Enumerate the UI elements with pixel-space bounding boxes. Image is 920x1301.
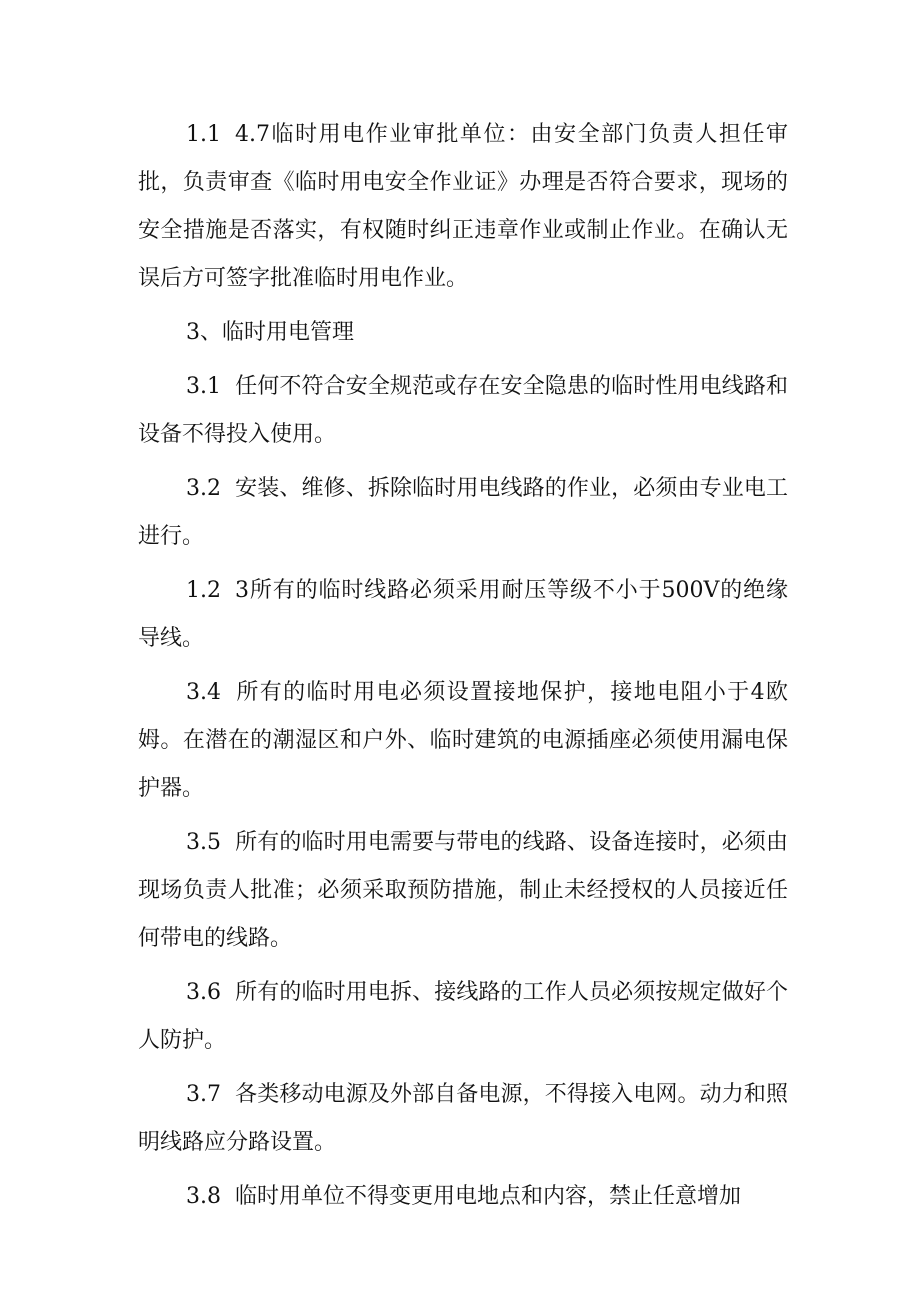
paragraph-number: 3.4 [186,680,221,705]
paragraph-3-8 [138,1173,788,1221]
paragraph-text: 3所有的临时线路必须采用耐压等级不小于500V的绝缘导线。 [138,578,788,651]
document-body [138,111,788,1227]
paragraph-number: 3.8 [186,1184,221,1209]
section-heading [138,309,788,357]
paragraph-number: 3.6 [186,980,221,1005]
paragraph-3-4 [138,669,788,813]
paragraph-3-5 [138,819,788,963]
paragraph-3-1 [138,363,788,459]
paragraph-text: 所有的临时用电需要与带电的线路、设备连接时，必须由现场负责人批准；必须采取预防措施，制止未经授权的人员接近任何带电的线路。 [138,830,788,951]
paragraph-text: 安装、维修、拆除临时用电线路的作业，必须由专业电工进行。 [138,476,788,549]
paragraph-number: 3.7 [186,1082,221,1107]
paragraph-number: 3.5 [186,830,221,855]
paragraph-text: 各类移动电源及外部自备电源，不得接入电网。动力和照明线路应分路设置。 [138,1082,788,1155]
paragraph-1-1 [138,111,788,303]
paragraph-number: 1.2 [186,578,221,603]
paragraph-text: 所有的临时用电必须设置接地保护，接地电阻小于4欧姆。在潜在的潮湿区和户外、临时建筑的电源插座必须使用漏电保护器。 [138,680,788,801]
paragraph-text: 4.7临时用电作业审批单位：由安全部门负责人担任审批，负责审查《临时用电安全作业证》办理是否符合要求，现场的安全措施是否落实，有权随时纠正违章作业或制止作业。在确认无误后方可签字批准临时用电作业。 [138,122,788,291]
paragraph-text: 任何不符合安全规范或存在安全隐患的临时性用电线路和设备不得投入使用。 [138,374,788,447]
paragraph-1-2 [138,567,788,663]
paragraph-number: 3.2 [186,476,221,501]
paragraph-number: 3.1 [186,374,221,399]
section-heading-text: 3、临时用电管理 [186,320,354,345]
paragraph-3-7 [138,1071,788,1167]
paragraph-text: 临时用单位不得变更用电地点和内容，禁止任意增加 [235,1184,742,1209]
paragraph-3-6 [138,969,788,1065]
paragraph-text: 所有的临时用电拆、接线路的工作人员必须按规定做好个人防护。 [138,980,788,1053]
paragraph-3-2 [138,465,788,561]
paragraph-number: 1.1 [186,122,221,147]
